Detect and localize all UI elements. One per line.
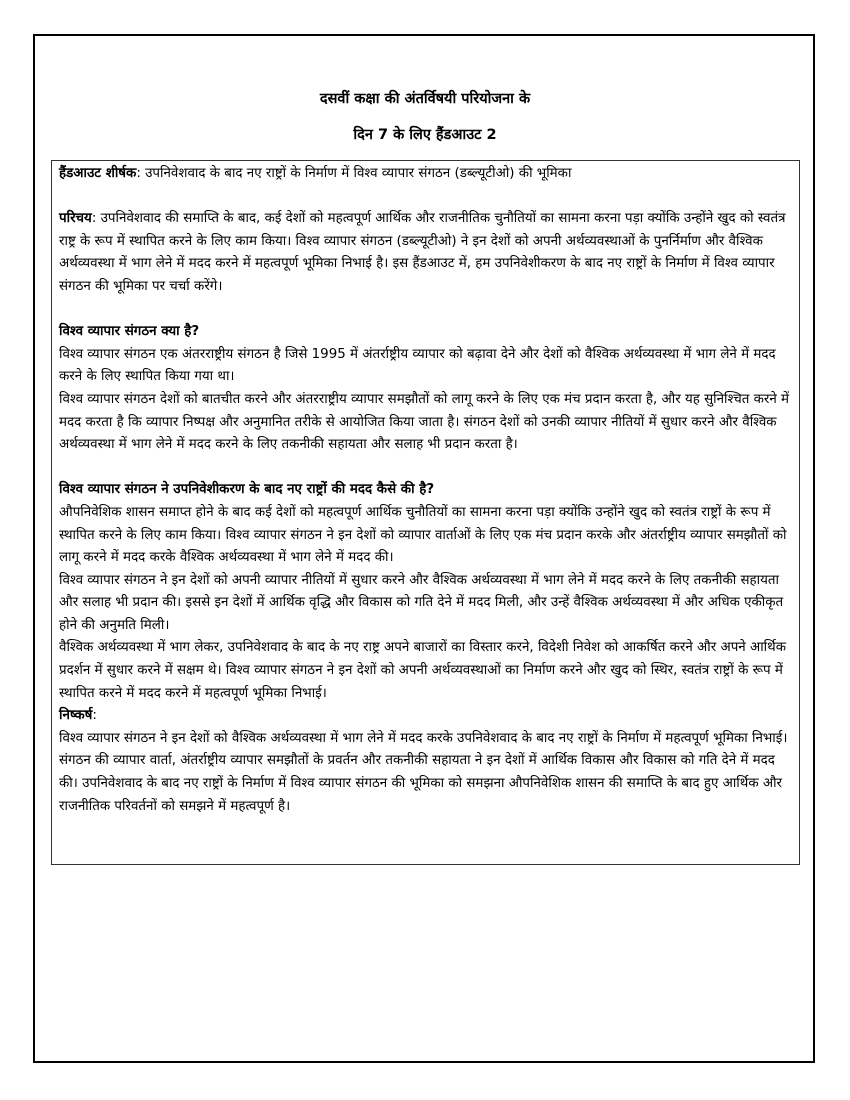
- conclusion-heading-colon: :: [92, 708, 97, 724]
- intro-paragraph: [59, 208, 793, 298]
- intro-label: परिचय: [59, 211, 92, 227]
- section-2-paragraph-2: विश्व व्यापार संगठन ने इन देशों को अपनी व्यापार नीतियों में सुधार करने और वैश्विक अर्थव्यवस्था में भाग लेने में मदद करने के लिए तकनीकी सहायता और सलाह भी प्रदान की। इससे इन देशों में आर्थिक वृद्धि और विकास को गति देने में मदद मिली, और उन्हें वैश्विक अर्थव्यवस्था में और अधिक एकीकृत होने की अनुमति मिली।: [59, 572, 784, 633]
- section-1-paragraph-1: विश्व व्यापार संगठन एक अंतरराष्ट्रीय संगठन है जिसे 1995 में अंतर्राष्ट्रीय व्यापार को बढ़ावा देने और देशों को वैश्विक अर्थव्यवस्था में भाग लेने में मदद करने के लिए स्थापित किया गया था।: [59, 346, 776, 385]
- intro-text: : उपनिवेशवाद की समाप्ति के बाद, कई देशों को महत्वपूर्ण आर्थिक और राजनीतिक चुनौतियों का सामना करना पड़ा क्योंकि उन्होंने खुद को स्वतंत्र राष्ट्र के रूप में स्थापित करने के लिए काम किया। विश्व व्यापार संगठन (डब्ल्यूटीओ) ने इन देशों को अपनी अर्थव्यवस्थाओं के पुनर्निर्माण और वैश्विक अर्थव्यवस्था में भाग लेने में मदद करने में महत्वपूर्ण भूमिका निभाई है। इस हैंडआउट में, हम उपनिवेशीकरण के बाद नए राष्ट्रों के निर्माण में विश्व व्यापार संगठन की भूमिका पर चर्चा करेंगे।: [59, 211, 786, 294]
- section-2-paragraph-1: औपनिवेशिक शासन समाप्त होने के बाद कई देशों को महत्वपूर्ण आर्थिक चुनौतियों का सामना करना पड़ा क्योंकि उन्होंने खुद को स्वतंत्र राष्ट्रों के रूप में स्थापित करने के लिए काम किया। विश्व व्यापार संगठन ने इन देशों को व्यापार वार्ताओं के लिए एक मंच प्रदान करके और अंतर्राष्ट्रीय व्यापार समझौतों को लागू करने में मदद करके वैश्विक अर्थव्यवस्था में भाग लेने में मदद की।: [59, 504, 787, 566]
- section-2-heading: विश्व व्यापार संगठन ने उपनिवेशीकरण के बाद नए राष्ट्रों की मदद कैसे की है?: [59, 482, 435, 498]
- handout-title-label: हैंडआउट शीर्षक: [59, 166, 137, 181]
- header-line-2: दिन 7 के लिए हैंडआउट 2: [353, 127, 497, 143]
- conclusion-paragraph: विश्व व्यापार संगठन ने इन देशों को वैश्विक अर्थव्यवस्था में भाग लेने में मदद करके उपनिवेशवाद के बाद नए राष्ट्रों के निर्माण में महत्वपूर्ण भूमिका निभाई। संगठन की व्यापार वार्ता, अंतर्राष्ट्रीय व्यापार समझौतों के प्रवर्तन और तकनीकी सहायता ने इन देशों में आर्थिक विकास और विकास को गति देने में मदद की। उपनिवेशवाद के बाद नए राष्ट्रों के निर्माण में विश्व व्यापार संगठन की भूमिका को समझना औपनिवेशिक शासन की समाप्ति के बाद हुए आर्थिक और राजनीतिक परिवर्तनों को समझने में महत्वपूर्ण है।: [59, 730, 788, 814]
- handout-title: [59, 163, 793, 186]
- handout-content-box: [51, 160, 800, 865]
- header-line-1: दसवीं कक्षा की अंतर्विषयी परियोजना के: [319, 91, 531, 107]
- section-2-paragraph-3: वैश्विक अर्थव्यवस्था में भाग लेकर, उपनिवेशवाद के बाद के नए राष्ट्र अपने बाजारों का विस्तार करने, विदेशी निवेश को आकर्षित करने और अपने आर्थिक प्रदर्शन में सुधार करने में सक्षम थे। विश्व व्यापार संगठन ने इन देशों को अपनी अर्थव्यवस्थाओं का निर्माण करने और खुद को स्थिर, स्वतंत्र राष्ट्रों के रूप में स्थापित करने में मदद करने में महत्वपूर्ण भूमिका निभाई।: [59, 640, 786, 701]
- conclusion-heading-label: निष्कर्ष: [59, 708, 93, 724]
- section-1-heading: विश्व व्यापार संगठन क्या है?: [59, 324, 200, 340]
- section-1-paragraph-2: विश्व व्यापार संगठन देशों को बातचीत करने और अंतरराष्ट्रीय व्यापार समझौतों को लागू करने के लिए एक मंच प्रदान करता है, और यह सुनिश्चित करने में मदद करता है कि व्यापार निष्पक्ष और अनुमानित तरीके से आयोजित किया जाता है। संगठन देशों को उनकी व्यापार नीतियों में सुधार करने और वैश्विक अर्थव्यवस्था में भाग लेने में मदद करने के लिए तकनीकी सहायता और सलाह भी प्रदान करता है।: [59, 391, 790, 453]
- handout-title-text: : उपनिवेशवाद के बाद नए राष्ट्रों के निर्माण में विश्व व्यापार संगठन (डब्ल्यूटीओ) की भूमिका: [136, 166, 572, 181]
- conclusion-heading: [59, 705, 793, 728]
